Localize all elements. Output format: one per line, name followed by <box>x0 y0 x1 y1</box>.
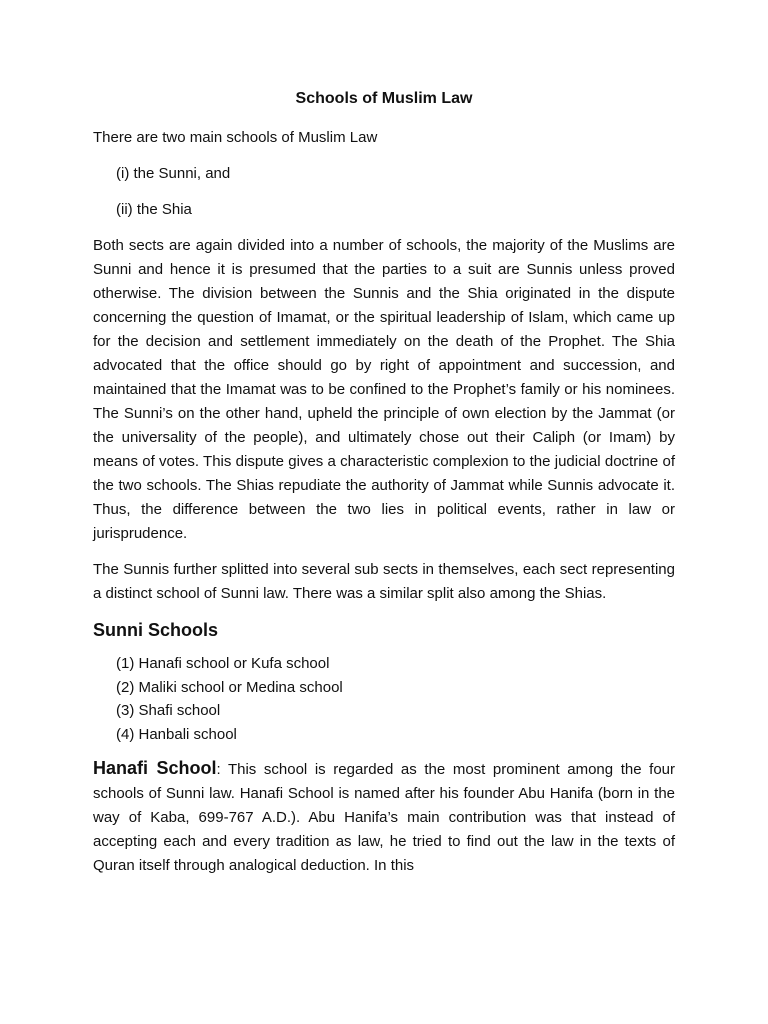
hanafi-school-text: : This school is regarded as the most prominent among the four schools of Sunni law. Hanafi School is named after his founder Abu Hanifa (born in the way of Kaba, 699-767 A.D.). Abu Hanifa’s main contribution was that instead of accepting each and every tradition as law, he tried to find out the law in the texts of Quran itself through analogical deduction. In this <box>93 761 675 874</box>
list-item-maliki: (2) Maliki school or Medina school <box>116 678 343 696</box>
sunni-schools-heading: Sunni Schools <box>93 620 219 640</box>
list-item-hanbali: (4) Hanbali school <box>116 725 237 743</box>
paragraph-sects: Both sects are again divided into a number of schools, the majority of the Muslims are Sunni and hence it is presumed that the parties to a suit are Sunnis unless proved otherwise. The division between the Sunnis and the Shia originated in the dispute concerning the question of Imamat, or the spiritual leadership of Islam, which came up for the decision and settlement immediately on the death of the Prophet. The Shia advocated that the office should go by right of appointment and succession, and maintained that the Imamat was to be confined to the Prophet’s family or his nominees. The Sunni’s on the other hand, upheld the principle of own election by the Jammat (or the universality of the people), and ultimately chose out their Caliph (or Imam) by means of votes. This dispute gives a characteristic complexion to the judicial doctrine of the two schools. The Shias repudiate the authority of Jammat while Sunnis advocate it. Thus, the difference between the two lies in political events, rather in law or jurisprudence. <box>93 237 675 542</box>
main-schools-list <box>93 162 675 222</box>
paragraph-hanafi <box>93 756 675 878</box>
page-title: Schools of Muslim Law <box>295 90 473 107</box>
hanafi-school-heading: Hanafi School <box>93 758 217 778</box>
list-item-shafi: (3) Shafi school <box>116 702 221 719</box>
paragraph-sub-sects: The Sunnis further splitted into several sub sects in themselves, each sect representing a distinct school of Sunni law. There was a similar split also among the Shias. <box>93 561 675 602</box>
document-content <box>93 87 675 890</box>
intro-text: There are two main schools of Muslim Law <box>93 129 378 146</box>
sunni-schools-list <box>93 652 675 746</box>
list-item-sunni: (i) the Sunni, and <box>116 165 231 182</box>
list-item-hanafi: (1) Hanafi school or Kufa school <box>116 655 330 672</box>
list-item-shia: (ii) the Shia <box>116 201 192 218</box>
